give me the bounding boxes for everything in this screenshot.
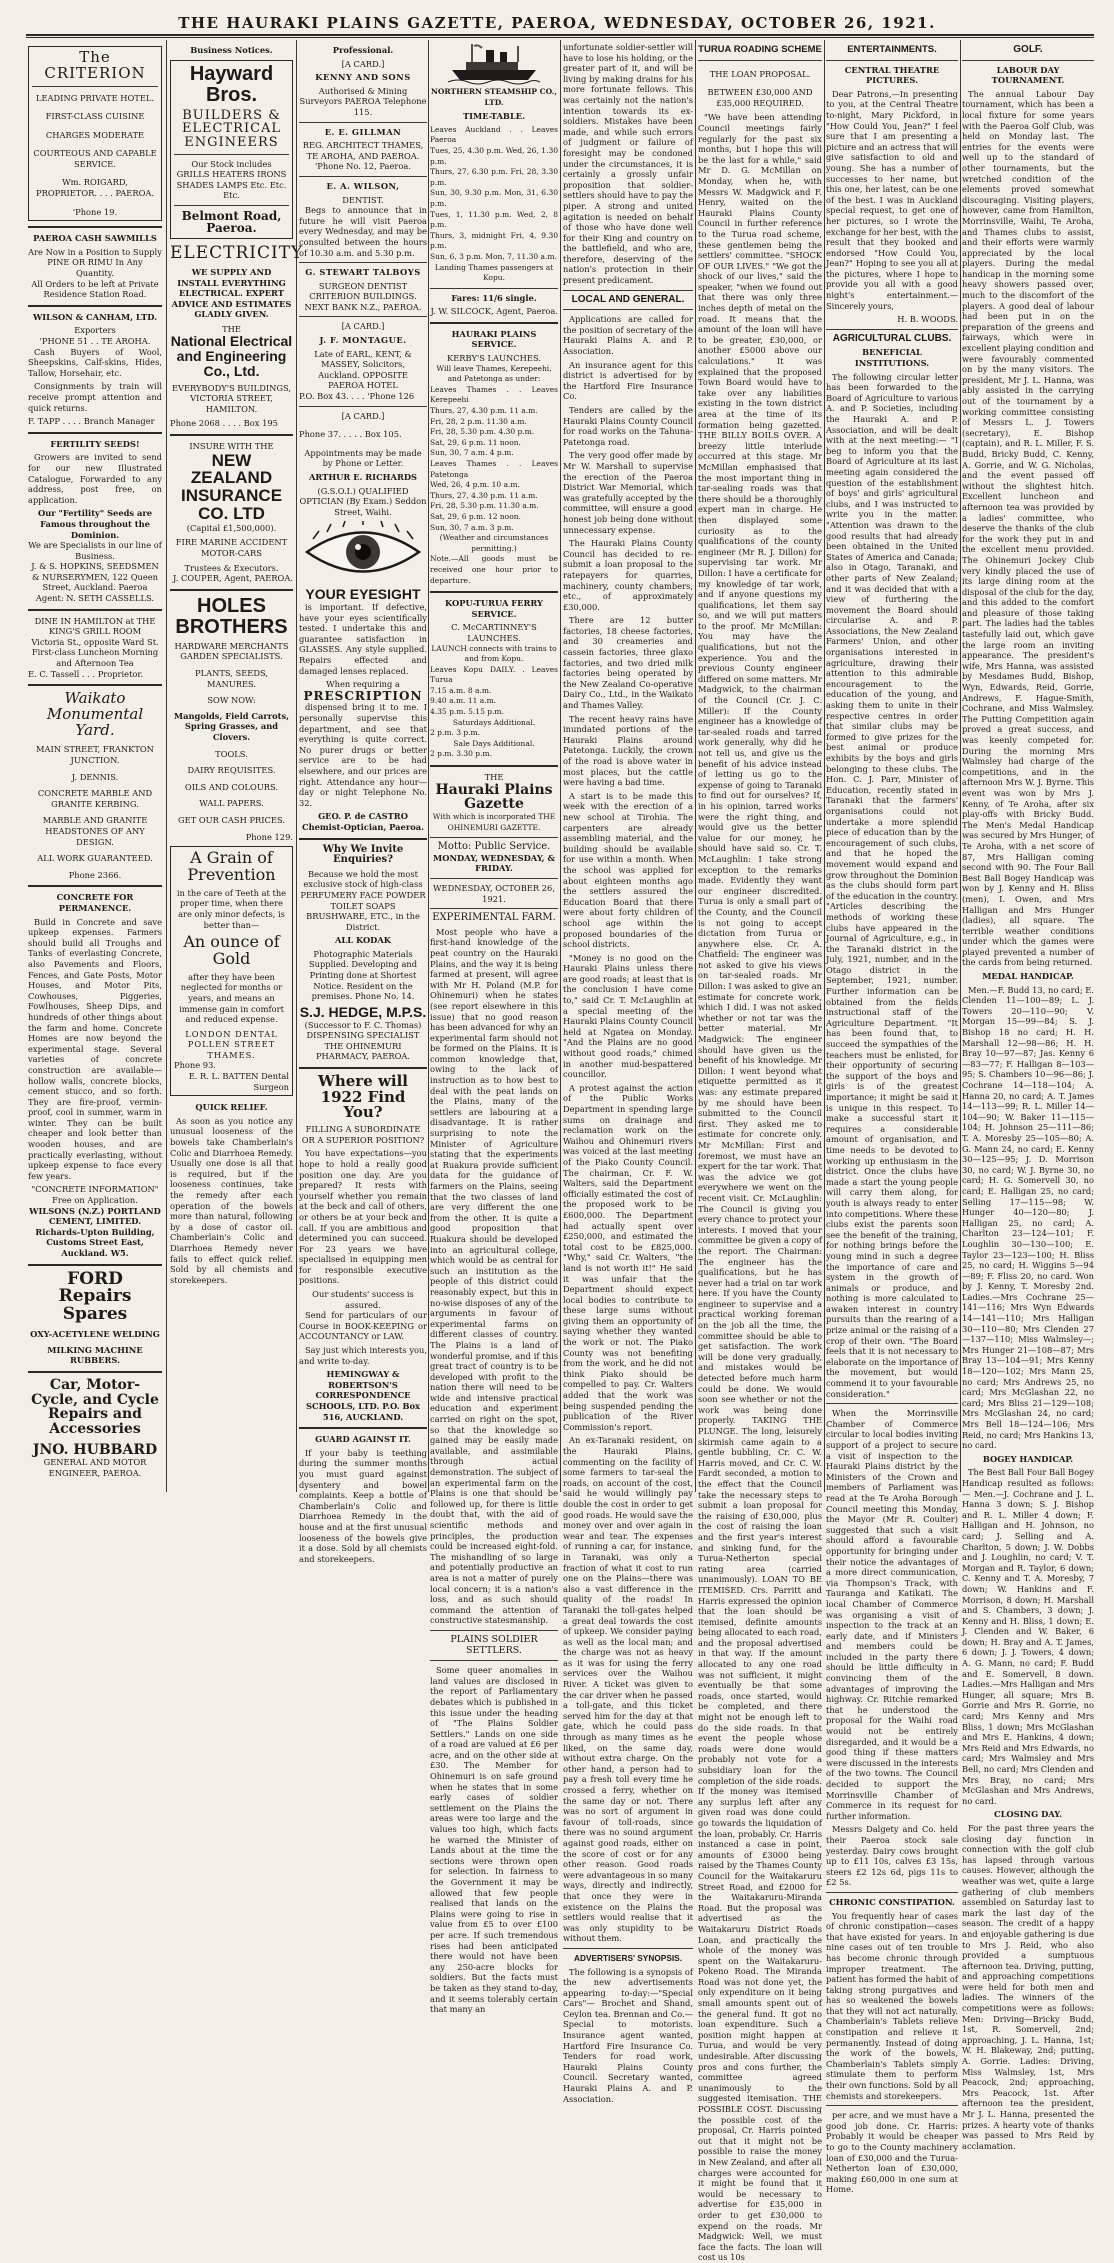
timetable-row: Tues, 25, 4.30 p.m. Wed, 26, 1.30 p.m. xyxy=(430,145,558,166)
prescription-title: PRESCRIPTION xyxy=(303,688,423,703)
wilson-body: Cash Buyers of Wool, Sheepskins, Calf-skins, Hides, Tallow, Horsehair, etc. xyxy=(28,346,162,378)
local-item: "Money is no good on the Hauraki Plains unless there are good roads; at least that is the conclusion I have come to," said Cr. T. McLaughlin at a special meeting of the Hauraki Plains County Council held at Ngatea on Monday. "And the Plains are no good without good roads," chimed in another mud-bespattered councillor. xyxy=(563,952,693,1080)
waikato-name: J. DENNIS. xyxy=(71,771,119,782)
local-item: Applications are called for the position of secretary of the Hauraki Plains A. and P. Association. xyxy=(563,314,693,357)
relief-title: QUICK RELIEF. xyxy=(195,1102,268,1113)
dairy-sale-body: Messrs Dalgety and Co. held their Paeroa stock sale yesterday. Dairy cows brought up to £11 10s, calves £3 15s, steers £2 12s 6d, pigs 11s to £2 5s. xyxy=(826,1824,958,1888)
column-1 xyxy=(28,42,162,1492)
waikato-line: CONCRETE MARBLE AND GRANITE KERBING. xyxy=(37,788,153,809)
ounce-body: after they have been neglected for months or years, and means an immense gain in comfort and reduced expense. xyxy=(179,971,284,1025)
gazette-days: MONDAY, WEDNESDAY, & FRIDAY. xyxy=(433,852,555,874)
hayward-title: Hayward Bros. xyxy=(189,62,274,106)
masthead: THE HAURAKI PLAINS GAZETTE, PAEROA, WEDNESDAY, OCTOBER 26, 1921. xyxy=(178,14,936,32)
nz-agent: J. COUPER, Agent, PAEROA. xyxy=(173,573,293,584)
experimental-farm-title: EXPERIMENTAL FARM. xyxy=(432,912,556,924)
column-7 xyxy=(826,42,959,2195)
sawmills-orders: All Orders to be left at Private Residence Station Road. xyxy=(31,278,159,300)
central-theatre-title: CENTRAL THEATRE PICTURES. xyxy=(844,64,940,86)
concrete-firm: WILSONS (N.Z.) PORTLAND CEMENT, LIMITED. Richards-Upton Building, Customs Street East, Auckland. W5. xyxy=(29,1205,161,1258)
hedge-title: S.J. HEDGE, M.P.S. xyxy=(299,1003,427,1020)
wilson-dentist-title: E. A. WILSON, xyxy=(326,180,400,191)
bogey-handicap-body: The Best Ball Four Ball Bogey Handicap resulted as follows:— Men.—J. Cochrane and J. L. Hanna 3 down; S. J. Bishop and R. L. Miller 4 down; F. Halligan and H. Johnson, no card; J. Selling and A. Charlton, 5 down; J. W. Dobbs and J. Loughlin, no card; V. T. Morgan and R. Taylor, 6 down; C. Kenny and T. A. Moresby, 7 down; W. Hankins and F. Morrison, 8 down; H. Marshall and S. Chambers, 3 down; J. Kenny and H. Bliss, 1 down; E. J. Clenden and W. Baker, 6 down; H. Bray and A. T. James, 6 down; J. J. Towers, 4 down; A. G. Mann, no card; F. Budd and E. Somervell, 8 down. Ladies.—Mrs Halligan and Mrs Hunger, all square; Mrs B. Gorrie and Mrs R. Gorrie, no card; Mrs Kenny and Mrs Bliss, 1 down; Mrs McGlashan and Mrs E. Hankins, 4 down; Mrs Reid and Mrs Edwards, no card; Mrs Walmsley and Mrs Bell, no card; Mrs Clenden and Mrs Bray, no card; Mrs McGlashan and Mrs Andrews, no card. xyxy=(962,1467,1094,1806)
ford-line: MILKING MACHINE RUBBERS. xyxy=(47,1344,143,1366)
turua-between: BETWEEN £30,000 AND £35,000 REQUIRED. xyxy=(707,87,813,108)
kerby-row: Fri, 28, 2 p.m. 11.30 a.m. xyxy=(430,416,527,426)
card-label: [A CARD.] xyxy=(341,58,385,69)
turua-title: TURUA ROADING SCHEME xyxy=(698,44,822,55)
hemingway: HEMINGWAY & ROBERTSON'S CORRESPONDENCE SCHOOLS, LTD. P.O. Box 516, AUCKLAND. xyxy=(306,1369,420,1422)
wilson-sub: Exporters xyxy=(74,325,116,336)
where-send: Send for particulars of our Course in BOOK-KEEPING or ACCOUNTANCY or LAW. xyxy=(299,1310,427,1342)
criterion-line: COURTEOUS AND CAPABLE SERVICE. xyxy=(33,148,157,169)
kenny-body: Authorised & Mining Surveyors PAEROA Telephone 115. xyxy=(299,85,427,117)
timetable-row: Thurs, 27, 6.30 p.m. Fri, 28, 3.30 p.m. xyxy=(430,167,558,187)
holes-line: TOOLS. xyxy=(215,748,248,759)
soldier-settlers-body: Some queer anomalies in land values are disclosed in the report of Parliamentary debates which is published in this issue under the heading of "The Plains Soldier Settlers." Lands on one side of a road are valued at £6 per acre, and on the other side at £30. The Member for Ohinemuri is on safe ground when he states that in some early cases of soldier settlement on the Plains the areas were too large and the values too high, which facts he warned the Minister of Lands about at the time the sections were thrown open for selection. In fairness to the Government it may be allowed that few people realised that lands on the Plains were going to rise in value from £5 to over £100 per acre. If such tremendous rises had been anticipated there would not have been any 250-acre blocks for soldiers. But the facts must be taken as they stand to-day, and it seems tolerably certain that many an xyxy=(430,1665,558,2015)
belmont: Belmont Road, Paeroa. xyxy=(181,208,282,236)
seeds-famous: Our "Fertility" Seeds are Famous throughout the Dominion. xyxy=(37,508,153,540)
silcock: J. W. SILCOCK, Agent, Paeroa. xyxy=(430,306,558,317)
holes-line: WALL PAPERS. xyxy=(199,798,264,809)
london-phone: Phone 93. xyxy=(174,1060,217,1071)
ferry-row: 9.40 a.m. 11 a.m. xyxy=(430,696,497,706)
eye-illustration xyxy=(303,521,423,583)
local-item: An insurance agent for this district is advertised for by the Hartford Fire Insurance Co. xyxy=(563,359,693,402)
local-general-title: LOCAL AND GENERAL. xyxy=(571,293,685,305)
column-4 xyxy=(430,42,558,2015)
column-divider xyxy=(824,40,825,1492)
holes-line: PLANTS, SEEDS, MANURES. xyxy=(194,668,268,689)
gazette-date: WEDNESDAY, OCTOBER 26, 1921. xyxy=(433,882,555,904)
holes-phone: Phone 129. xyxy=(245,831,293,842)
nz-trustees: Trustees & Executors. xyxy=(184,562,279,573)
mccartinney: C. McCARTINNEY'S LAUNCHES. xyxy=(451,622,537,643)
kerby-row: Thurs, 27, 4.30 p.m. 11 a.m. xyxy=(430,406,538,416)
seeds-body: Growers are invited to send for our new Illustrated Catalogue, Forwarded to any address, post free, on application. xyxy=(28,452,162,505)
turua-continued: per acre, and we must have a good job done. Cr. Harris: Probably it would be cheaper to go to the County machinery loan of £30,000 and the Turua-Netherton loan of £30,000, making £60,000 in one sum at Home. xyxy=(826,2110,958,2195)
national-the: THE xyxy=(222,323,241,334)
golf-title: GOLF. xyxy=(1013,44,1043,55)
kerby-row: Fri, 28, 5.30 p.m. 4.30 p.m. xyxy=(430,427,535,437)
eyesight-title: YOUR EYESIGHT xyxy=(305,586,421,603)
card-label: [A CARD.] xyxy=(341,410,385,421)
talboys-body: SURGEON DENTIST CRITERION BUILDINGS. NEXT BANK N.Z., PAEROA. xyxy=(304,280,422,312)
timetable-row: Tues, 1, 11.30 p.m. Wed, 2, 8 p.m. xyxy=(430,209,558,230)
morrinsville-body: When the Morrinsville Chamber of Commerce circular to local bodies inviting support of a project to secure a visit of inspection to the Hauraki Plains district by the Ministers of the Crown and members of Parliament was read at the Te Aroha Borough Council meeting this Monday, the Mayor (Mr R. Coulter) suggested that such a visit should afford a favourable opportunity for bringing under their notice the advantages of a more direct communication, via Thompson's Track, with Tauranga and Katikati. The local Chamber of Commerce was organising a visit of inspection to the track at an early date, and if Ministers and members could be included in the party there should be little difficulty in convincing them of the advantages of improving the highway. Cr. Ritchie remarked that he understood the proposal for the Waihi road would not be entirely disregarded, and it would be a good thing if these matters were discussed in the interests of the two towns. The Council decided to support the Morrinsville Chamber of Commerce in its request for further information. xyxy=(826,1408,958,1821)
business-heading: Business Notices. xyxy=(190,45,273,55)
steamship-company: NORTHERN STEAMSHIP CO., LTD. xyxy=(431,87,557,107)
central-theatre-sign: H. B. WOODS. xyxy=(897,314,958,325)
wilson-consign: Consignments by train will receive prompt attention and quick returns. xyxy=(28,381,162,413)
kodak-title: ALL KODAK xyxy=(334,935,392,946)
timetable-landing: Landing Thames passengers at Kopu. xyxy=(434,262,554,283)
ferry-sat-row: 2 p.m. 3 p.m. xyxy=(430,728,481,738)
kerby-row: Sun, 30, 7 a.m. 4 p.m. xyxy=(430,448,514,458)
medal-handicap-body: Men.—F. Budd 13, no card; E. Clenden 11—100—89; L. J. Towers 20—110—90; V. Morgan 15—99—84; S. J. Bishop 18 no card; H. H. Marshall 12—98—86; H. H. Bray 10—97—87; Jas. Kenny 6—83—77; F. Halligan 8—103—95; S. Chambers 10—96—86; J. Cochrane 14—118—104; A. Hanna 20, no card; A. T. James 14—113—99; R. L. Miller 14—104—90; W. Baker 11—115—104; H. Johnson 25—111—86; T. A. Moresby 25—105—80; A. G. Mann 24, no card; E. Kenny 30—125—95; J. D. Morrison 30, no card; W. J. Byrne 30, no card; H. G. Somervell 30, no card; E. Halligan 25, no card; Selling 17—115—98; W. Hunger 40—120—80; J. Halligan 25, no card; A. Charlton 23—124—101; F. Loughlin 30—130—100; E. Taylor 23—123—100; H. Bliss 25, no card; H. Wiggins 5—94—89; F. Fliss 20, no card. Won by J. Kenny, T. Moresby 2nd. Ladies.—Mrs Cochrane 25—141—116; Mrs Wyn Edwards 14—141—110; Mrs Halligan 30—110—80; Mrs Clenden 27—137—110; Miss Walmsley—; Mrs Hunger 21—108—87; Mrs Bray 13—104—91; Mrs Kenny 18—120—102; Mrs Mann 25, no card; Mrs Andrews 25, no card; Mrs McGlashan 22, no card; Mrs Bliss 21—129—108; Mrs McGlashan 24, no card; Mrs Bell 18—124—106; Mrs Reid, no card; Mrs Hankins 13, no card. xyxy=(962,984,1094,1451)
presc-pre: When requiring a xyxy=(326,679,400,690)
kerby-row: Fri, 28, 5.30 p.m. 11.30 a.m. xyxy=(430,501,539,511)
enquiries-body: Because we hold the most exclusive stock of high-class PERFUMERY FACE POWDER TOILET SOAPS BRUSHWARE, ETC., in the District. xyxy=(300,868,426,932)
kerby-row: Sun, 30, 7 a.m. 3 p.m. xyxy=(430,522,514,532)
london-dental: LONDON DENTAL POLLEN STREET THAMES. xyxy=(185,1028,278,1060)
local-item: The very good offer made by Mr W. Marshall to supervise the erection of the Paeroa District War Memorial, which was gratefully accepted by the committee, will ensure a good honest job being done without unnecessary expense. xyxy=(563,450,693,535)
holes-title: HOLES BROTHERS xyxy=(175,594,288,638)
holes-line: OILS AND COLOURS. xyxy=(184,781,279,792)
where-success: Our students' success is assured. xyxy=(312,1289,414,1310)
holes-line: DAIRY REQUISITES. xyxy=(187,765,276,776)
ferry-sat: Saturdays Additional. xyxy=(452,717,536,727)
kerby-head: Will leave Thames, Kerepeehi, and Patetonga as under: xyxy=(436,363,552,384)
grain-body: in the care of Teeth at the proper time, when there are only minor defects, is better than— xyxy=(176,887,287,930)
soldier-settlers-cont: unfortunate soldier-settler will have to lose his holding, or the greater part of it, and will be living by making drains for his more fortunate fellows. This was certainly not the nation's intention towards its ex-soldiers. Mistakes have been made, and while such errors of judgment or failure of foresight may be condoned under the circumstances, it is certainly a grossly unfair proposition that soldier-settlers should have to pay the piper. A strong and united agitation is needed on behalf of those who have done well for their King and country on the battlefield, and who are, therefore, deserving of the nation's protection in their present predicament. xyxy=(563,42,693,286)
timetable-row: Thurs, 3, midnight Fri, 4, 9.30 p.m. xyxy=(430,230,558,251)
kodak-body: Photographic Materials Supplied. Developing and Printing done at Shortest Notice. Resident on the premises. Phone No. 14. xyxy=(308,948,418,1002)
gazette-motto: Motto: Public Service. xyxy=(437,841,551,853)
criterion-title: The CRITERION xyxy=(44,48,146,82)
holes-line: GET OUR CASH PRICES. xyxy=(178,814,285,825)
waikato-phone: Phone 2366. xyxy=(68,869,122,880)
montague-box: P.O. Box 43. . . . 'Phone 126 xyxy=(299,391,415,402)
entertainments-title: ENTERTAINMENTS. xyxy=(847,44,937,55)
labour-day-title: LABOUR DAY TOURNAMENT. xyxy=(991,64,1065,86)
closing-day-body: For the past three years the closing day function in connection with the golf club has lapsed through various causes. However, although the weather was wet, quite a large gathering of club members assembled on Saturday last to mark the last day of the season. The credit of a happy and enjoyable gathering is due to Mrs J. Reid, who also provided a sumptuous afternoon tea. Driving, putting, and approaching competitions were held for both men and ladies. The winners of the competitions were as follows: Men: Driving—Bricky Budd, 1st, R. Somervell, 2nd; approaching, J. L. Hanna, 1st; W. H. Blakeway, 2nd; putting, A. Gorrie. Ladies: Driving, Miss Walmsley, 1st, Mrs Peacock, 2nd; approaching, Mrs Peacock, 1st. After afternoon tea the president, Mr J. L. Hanna, presented the prizes. A hearty vote of thanks was passed to Mrs Reid by acclamation. xyxy=(962,1822,1094,2151)
local-item: A protest against the action of the Public Works Department in spending large sums on drainage and reclamation work on the Waihou and Ohinemuri rivers was voiced at the last meeting of the Piako County Council. The chairman, Cr. F. W. Walters, said the Department officially estimated the cost of the proposed work to be £600,000. The Department had actually spent over £250,000, and estimated the total cost to be £825,000. "Why," said Cr. Walters, "the land is not worth it!" He said it was unfair that the Department should expect local bodies to contribute to these large sums without giving them an opportunity of saying whether they wanted the work or not. The Piako County was not benefiting from the work, and he did not think Piako should be compelled to pay. Cr. Walters added that the work was being suspended pending the publication of the River Commission's report. xyxy=(563,1082,693,1432)
guard-title: GUARD AGAINST IT. xyxy=(315,1434,411,1445)
medal-handicap-title: MEDAL HANDICAP. xyxy=(982,971,1074,982)
experimental-farm-body: Most people who have a first-hand knowledge of the peat country on the Hauraki Plains, and the way it is being farmed at present, will agree with Mr H. Poland (M.P. for Ohinemuri) when he states (see report elsewhere in this issue) that no good reason has been advanced for why an experimental farm should not be formed on the Plains. It is common knowledge that, owing to the lack of instruction as to how best to deal with the peat lands on the Plains, many of the settlers are labouring at a disadvantage. It is rather surprising to note the Minister of Agriculture stating that the experiments at Ruakura provide sufficient data for the guidance of farmers on the Plains, seeing that the two classes of land are very different the one from the other. It is quite a good proposition that Ruakura should be developed into an agricultural college, which would be as central for such an institution as the people of this district could reasonably expect, but this in no-wise disposes of any of the arguments in favour of experimental farms on different classes of country. The Plains is a land of wonderful promise, and if this great tract of country is to be developed with profit to the nation there will need to be wide and intensive practical education and experiment carried on right on the spot, so that the knowledge so gained may be easily made available, and assimilable through actual demonstration. The subject of an experimental farm on the Plains is one that should be followed up, for there is little doubt that, with the aid of scientific methods and principles, the production could be increased eight-fold. The mishandling of so large and potentially productive an area is not a matter of purely local concern; it is a nation's loss, and as such should command the attention of constructive statesmanship. xyxy=(430,926,558,1626)
holes-line: SOW NOW: xyxy=(207,695,256,706)
column-divider xyxy=(428,40,429,1492)
fares: Fares: 11/6 single. xyxy=(451,292,537,303)
sawmills-title: PAEROA CASH SAWMILLS xyxy=(33,233,157,244)
gazette-the: THE xyxy=(484,772,504,783)
criterion-line: CHARGES MODERATE xyxy=(45,129,145,140)
hps-title: HAURAKI PLAINS SERVICE. xyxy=(451,328,537,350)
agricultural-clubs-title: AGRICULTURAL CLUBS. xyxy=(832,332,952,344)
ferry-sale-row: 2 p.m. 3.30 p.m. xyxy=(430,749,492,759)
holes-line: Mangolds, Field Carrots, Spring Grasses, and Clovers. xyxy=(173,710,290,743)
soldier-settlers-title: PLAINS SOLDIER SETTLERS. xyxy=(450,1633,538,1656)
ferry-row: 7.15 a.m. 8 a.m. xyxy=(430,685,492,695)
waikato-title: Waikato Monumental Yard. xyxy=(46,689,144,739)
column-divider xyxy=(960,40,961,1492)
montague-body: Late of EARL, KENT, & MASSEY, Solicitors, Auckland. OPPOSITE PAEROA HOTEL xyxy=(314,348,412,391)
column-8 xyxy=(962,42,1094,2151)
timetable-title: TIME-TABLE. xyxy=(462,111,525,122)
criterion-line: FIRST-CLASS CUISINE xyxy=(45,111,145,122)
synopsis-body: The following is a synopsis of the new advertisements appearing to-day:—"Special Cars"— Brochet and Shand, Ceylon tea. Brennan and Co.—Special to motorists. Insurance agent wanted, Hartford Fire Insurance Co. Tenders for road work, Hauraki Plains County Council. Secretary wanted, Hauraki Plains A. and P. Association. xyxy=(563,1966,693,2104)
hayward-stock: Our Stock includes GRILLS HEATERS IRONS SHADES LAMPS Etc. Etc. Etc. xyxy=(176,158,287,201)
kenny-title: KENNY AND SONS xyxy=(315,72,411,83)
waikato-addr: MAIN STREET, FRANKTON JUNCTION. xyxy=(36,744,154,766)
central-theatre-body: Dear Patrons,—In presenting to you, at the Central Theatre to-night, Mary Pickford, in "How Could You, Jean?" I feel sure that I am presenting a picture and an actress that will give satisfaction to old and young. She has a number of successes to her name, but this one, her latest, can be one of the best. I was in Auckland special request, to get one of her pictures, so I wrote the exchange for her best, with the result that they booked and endorsed "How Could You, Jean?" Hoping to see you all at the pictures, where I hope to provide you all with a good night's entertainment.—Sincerely yours, xyxy=(826,88,959,311)
kerby-note2: Note.—All goods must be received one hour prior to departure. xyxy=(430,554,558,585)
local-item: The Hauraki Plains County Council has decided to re-submit a loan proposal to the ratepayers for quarries, machinery, county chambers, etc., of approximately £30,000. xyxy=(563,538,693,612)
national-title: National Electrical and Engineering Co., Ltd. xyxy=(170,333,293,379)
concrete-title: CONCRETE FOR PERMANENCE. xyxy=(56,892,134,913)
london-name: E. R. L. BATTEN Dental Surgeon xyxy=(188,1071,289,1092)
kerby-row: Sat, 29, 6 p.m. 12 noon. xyxy=(430,511,521,521)
masthead-rule xyxy=(26,34,1094,36)
seeds-title: FERTILITY SEEDS! xyxy=(50,438,140,449)
where-title: Where will 1922 Find You? xyxy=(318,1071,408,1122)
synopsis-title: ADVERTISERS' SYNOPSIS. xyxy=(573,1952,682,1963)
sawmills-body: Are Now in a Position to Supply PINE OR RIMU In Any Quantity. xyxy=(28,246,162,279)
dine-body: Victoria St., opposite Ward St. First-class Luncheon Morning and Afternoon Tea xyxy=(31,636,159,669)
kerby-row: Thurs, 27, 4.30 p.m. 11 a.m. xyxy=(430,490,538,500)
insure-head: INSURE WITH THE xyxy=(189,440,274,451)
national-phone: Phone 2068 . . . . Box 195 xyxy=(170,418,278,429)
criterion-phone: 'Phone 19. xyxy=(72,206,118,217)
steamship-icon xyxy=(448,42,540,84)
kerby-note: (Weather and circumstances permitting.) xyxy=(439,533,549,553)
talboys-title: G. STEWART TALBOYS xyxy=(305,267,421,278)
car-title: Car, Motor-Cycle, and Cycle Repairs and Accessories xyxy=(31,1376,159,1437)
column-divider xyxy=(560,40,561,1492)
holes-sub: HARDWARE MERCHANTS GARDEN SPECIALISTS. xyxy=(174,640,289,662)
dine-title: DINE IN HAMILTON at THE KING'S GRILL ROOM xyxy=(34,615,156,637)
column-divider xyxy=(695,40,696,1492)
card-label: [A CARD.] xyxy=(341,321,385,332)
seeds-firm: J. & S. HOPKINS, SEEDSMEN & NURSERYMEN, 122 Queen Street, Auckland. Paeroa Agent: N. SETH CASSELLS. xyxy=(31,561,159,604)
hubbard-sub: GENERAL AND MOTOR ENGINEER, PAEROA. xyxy=(43,1457,147,1478)
waikato-line: MARBLE AND GRANITE HEADSTONES OF ANY DESIGN. xyxy=(42,815,148,847)
labour-day-body: The annual Labour Day tournament, which has been a local fixture for some years with the Paeroa Golf Club, was held on Monday last. The entries for the events were well up to the standard of other tournaments, but the wretched condition of the elements proved somewhat discouraging. Visiting players, however, came from Hamilton, Morrinsville, Waihi, Te Aroha, and Thames clubs to assist, and their efforts were warmly appreciated by the local players. During the medal handicap in the morning some heavy showers passed over, much to the discomfort of the players. A good deal of labour had been put in on the preparation of the greens and fairways, which were in excellent playing condition and were favourably commented on by the many visitors. The president, Mr J. L. Hanna, was ably assisted in the carrying out of the tournament by a working committee consisting of Messrs L. J. Towers (secretary), E. Bishop (captain), and R. L. Miller, F. S. Budd, Bricky Budd, C. Kenny, A. Gorrie, and W. G. Nicholas, and the event passed off without the slightest hitch. Excellent luncheon and afternoon tea was provided by a ladies' committee, who deserve the thanks of the club for the work they put in and the excellent menu provided. The Ohinemuri Jockey Club very kindly placed the use of its large dining room at the disposal of the club for the day, and this added to the comfort and pleasure of those taking part. The ladies had the tables tastefully laid out, which gave the large room an inviting appearance. The president's wife, Mrs Hanna, was assisted by Mesdames Budd, Bishop, Wyn, Edwards, Reid, Gorrie, Andrews, F. Hague-Smith, Cochrane, and Miss Walmsley. The Putting Competition again proved a great success, and was keenly competed for. During the morning Mrs Walmsley had charge of the competitions, and in the afternoon Mrs W. J. Byrne. This event was won by Mrs J. Kenny, of Te Aroha, after six play-offs with Bricky Budd. The Men's Medal Handicap was secured by Mrs Hunger, of Te Aroha, with a net score of 87, Mrs Halligan coming second with 90. The Four Ball Best Ball Bogey Handicap was won by J. Kenny and H. Bliss (men), I. Owen, and Mrs Halligan and Mrs Hunger (ladies), all square. The terrible weather conditions under which the games were played prevented a number of the cards from being returned. xyxy=(962,88,1094,968)
local-item: There are 12 butter factories, 18 cheese factories, and 30 creameries and cassein factories, three glaxo factories, and two dried milk factories being operated by the New Zealand Co-operative Dairy Co., Ltd., in the Waikato and Thames Valley. xyxy=(563,615,693,711)
gazette-title: Hauraki Plains Gazette xyxy=(435,781,553,813)
ferry-sale: Sale Days Additional. xyxy=(453,738,535,748)
dental-ad xyxy=(170,846,293,1096)
nz-lines: FIRE MARINE ACCIDENT MOTOR-CARS xyxy=(175,537,288,559)
column-5 xyxy=(563,42,693,2104)
hayward-sub: BUILDERS & ELECTRICAL ENGINEERS xyxy=(181,107,282,150)
turua-body: "We have been attending Council meetings fairly regularly for the past six months, but I hope this will be the last for a while," said Mr D. G. McMillan on Monday, when he, with Messrs W. Madgwick and F. Henry, waited on the Hauraki Plains County Council in further reference to the Turua road scheme, these gentlemen being the settlers' committee. "SHOCK OF OUR LIVES." "We got the shock of our lives," said the speaker, "when we found out that there was only three inches depth of metal on the road. It means that the amount of the loan will have to be greater, £30,000, or another £5000 above our calculations." It was explained that the proposed Town Board would have to take over any liabilities existing in the town district area at the time of its formation being gazetted. THE BILLY BOILS OVER. A breezy little interlude occurred at this stage. Mr McMillan emphasised that the most important thing in tar-sealing roads was that there should be a thoroughly expert man in charge. He then displayed some curiosity as to the qualifications of the county engineer (Mr R. J. Dillon) for supervising tar work. Mr Dillon: I have a certificate for my knowledge of tar work, and if anyone questions my qualifications, let them say so, and we will put matters to the proof. Mr McMillan: You may have the qualifications, but not the experience. You and the previous County engineer differed on some matters. Mr Madgwick, to the chairman of the Council (Cr. J. C. Miller): If the County engineer has a knowledge of tar-sealed roads and tarred work generally, why did he not tell us, and give us the benefit of his advice instead of letting us go to the expense of going to Taranaki to find out for ourselves? If, in his opinion, tarred works were the right thing, and would give us the better value for our money, he should have said so. Cr. T. McLaughlin: I take strong exception to the remarks made. Evidently they want our engineer discredited. Turua is only a small part of the County, and the Council is not going to accept dictation from Turua or anywhere else. Cr. A. Chatfield: The engineer was not asked to give his views on tar-sealed roads. Mr Dillon: I was asked to give an estimate for concrete work, which I did. I was not asked whether or not tar was the better material. Mr Madgwick: The engineer should have given us the benefit of his knowledge. Mr Dillon: I went beyond what etiquette permitted as it was: any estimate prepared by me should have been submitted to the Council first. They asked me to estimate for concrete only. Mr McMillan: First and foremost, we must have an expert for the tar work. That was the advice we got everywhere we went on the recent visit. Cr. McLaughlin: The Council is giving you every chance to protect your interests. I moved that your committee be given a copy of the report. The Chairman: The engineer has the qualifications, but he has never had a trial on tar work here. If you have the County engineer to supervise and a practical working foreman on the job all the time, the committee should be able to get satisfaction. The work will be done very gradually, and mistakes would be detected before much harm could be done. We would soon see whether or not the work was being done properly. TAKING THE PLUNGE. The long, leisurely skirmish came again to a gentle bubbling, Cr. C. W. Harris moved, and Cr. C. W. Fardt seconded, a motion to the effect that the Council take the necessary steps to submit a loan proposal for the raising of £30,000, plus the cost of raising the loan and the first year's interest and sinking fund, for the Turua-Netherton special rating area (carried unanimously). LOAN TO BE ITEMISED. Crs. Parritt and Harris expressed the opinion that the loan should be itemised, definite amounts being allocated to each road, and the proposal advertised in that way. If the amount allocated to any one road was not sufficient, it might eventually be that some roads, once started, would be completed, and there might not be enough left to do the side roads. In that event the people whose roads were done would probably not vote for a subsidiary loan for the completion of the side roads. If the money was itemised any surplus left after any given road was done could go towards the liquidation of the loan, probably. Cr. Harris instanced a case in point, amounts of £3000 being raised by the Thames County Council for the Waitakaruru Street Road, and £2000 for the Waitakaruru-Miranda Road. But the proposal was advertised as the Waitakaruru District Roads Loan, and practically the whole of the money was spent on the Waitakaruru-Pokeno Road. The Miranda Road was not done yet, the only expenditure on it being small amounts spent out of the general fund. It got no loan expenditure. Such a position might happen at Turua, and would be very undesirable. After discussing pros and cons further, the committee agreed unanimously to the suggested itemisation. THE POSSIBLE COST. Discussing the possible cost of the proposal, Cr. Harris pointed out that it might not be possible to raise the money in New Zealand, and after all charges were accounted for it might be found that it would be necessary to advertise for £35,000 in order to get £30,000 to expend on the roads. Mr Madgwick: Well, we must face the facts. The loan will cost us 10s xyxy=(698,112,822,2263)
timetable-row: Sun, 30, 9.30 p.m. Mon, 31, 6.30 p.m. xyxy=(430,188,558,208)
concrete-body: Build in Concrete and save upkeep expenses. Farmers should build all Troughs and Tanks of everlasting Concrete, also Pavements and Floors, Fences, and Gate Posts, Motor Houses, and Motor Pits, Cowhouses, Piggeries, Fowlhouses, Sheep Dips, and hundreds of other things about the farm and home. Concrete Homes are now beyond the experimental stage. Several varieties of concrete construction are available—hollow walls, concrete blocks, cement stucco, and so forth. They are fire-proof, vermin-proof, cool in summer, warm in winter. They can be built cheaper and look better than wooden houses, and are practically everlasting, without upkeep expense to face every few years. xyxy=(28,916,162,1181)
phone-37: Phone 37. . . . . Box 105. xyxy=(299,429,402,440)
montague-title: J. F. MONTAGUE. xyxy=(319,335,407,346)
kerby-row: Leaves Thames . . Leaves Patetonga xyxy=(430,459,558,479)
kerby-row: Wed, 26, 4 p.m. 10 a.m. xyxy=(430,480,520,490)
gillman-title: E. E. GILLMAN xyxy=(324,126,402,137)
ferry-cols: Leaves Kopu DAILY. . Leaves Turua xyxy=(430,664,558,685)
decastro: GEO. P. de CASTRO Chemist-Optician, Paeroa. xyxy=(301,811,425,832)
criterion-proprietor: Wm. ROIGARD, PROPRIETOR. . . . PAEROA. xyxy=(35,177,155,199)
kopu-title: KOPU-TURUA FERRY SERVICE. xyxy=(445,598,543,619)
ford-title: FORD Repairs Spares xyxy=(58,1268,132,1325)
masthead-rule-thin xyxy=(26,37,1094,38)
guard-body: If your baby is teething during the summer months you must guard against dysentery and bowel complaints. Keep a bottle of Chamberlain's Colic and Diarrhoea Remedy in the house and at the first unusual looseness of the bowels give it a dose. Sold by all chemists and storekeepers. xyxy=(299,1447,427,1564)
criterion-ad xyxy=(28,46,162,221)
where-body: You have expectations—you hope to hold a really good position one day. Are you prepared? It rests with yourself whether you remain at the beck and call of others, or others be at your beck and call. If you are ambitious and determined you can succeed. For 23 years we have specialised in equipping men for responsible executive positions. xyxy=(299,1148,427,1286)
electricity-body: WE SUPPLY AND INSTALL EVERYTHING ELECTRICAL. EXPERT ADVICE AND ESTIMATES GLADLY GIVEN. xyxy=(171,266,292,320)
agricultural-clubs-body: The following circular letter has been forwarded to the Board of Agriculture to various A. and P. Societies, including the Hauraki A. and P. Association, and will be dealt with at the next meeting:— "I beg to inform you that the Board of Agriculture at its last meeting again considered the question of the establishment of boys' and girls' agricultural clubs, and I was instructed to write you in the matter. "Attention was drawn to the good results that had already been obtained in the United States of America and Canada; also in Otago, Taranaki, and other parts of New Zealand; and it was decided that with a view of furthering the movement the Board should circularise A. and P. Associations, the New Zealand Farmers' Union, and other organisations interested in agriculture, drawing their attention to this admirable encouragement to the education of the young, and asking them to unite in their respective centres in order that similar clubs may be formed to give prizes for the best animal or produce exhibits by the boys and girls belonging to these clubs. The Hon. C. J. Parr, Minister of Education, recently stated in Taranaki that the farmers' organisations could not undertake a more splendid piece of education than by the encouragement of such clubs, and that he hoped the movement would expand and grow throughout the Dominion as the clubs should form part of the education in the country. "Articles describing the methods of working these clubs have appeared in the Journal of Agriculture, e.g., in the Taranaki district in the July, 1921, number, and in the Otago district in the September, 1921, number. Further information can be obtained from the fields instructional staff of the Agriculture Department. "It has been found that, to succeed the sympathies of the teachers must be enlisted, for their opportunity of securing the support of the boys and girls is of the greatest importance; it might be said it is unique in this respect. To make a successful start it requires a considerable amount of organisation, and time needs to be devoted to working up enthusiasm in the district. Once the clubs have made a start the young people will carry them along, for youth is always ready to enter into competitions. Where these clubs exist the parents soon see the benefit of the training, for nothing brings before the young mind in such a degree the importance of care and system in the growth of animals or produce, and nothing is more calculated to awaken interest in country pursuits than the rearing of a prize animal or the raising of a crop of their own. "The Board feels that it is not necessary to elaborate on the importance of the movement, but would commend it to your favourable consideration." xyxy=(826,371,958,1399)
hayward-ad xyxy=(170,60,293,239)
wilson-manager: F. TAPP . . . . Branch Manager xyxy=(28,416,155,427)
waikato-line: ALL WORK GUARANTEED. xyxy=(37,853,153,864)
gazette-sub: With which is incorporated THE OHINEMURI GAZETTE. xyxy=(432,812,556,832)
column-2 xyxy=(170,42,304,1492)
hubbard-title: JNO. HUBBARD xyxy=(32,1441,158,1458)
wilson-dentist-sub: DENTIST. xyxy=(342,194,384,205)
wilson-phone: 'PHONE 51 . . TE AROHA. xyxy=(39,336,151,346)
national-addr: EVERYBODY'S BUILDINGS, VICTORIA STREET, HAMILTON. xyxy=(171,382,292,414)
bogey-handicap-title: BOGEY HANDICAP. xyxy=(982,1453,1074,1464)
grain-title: A Grain of Prevention xyxy=(187,848,276,884)
timetable-row: Sun, 6, 3 p.m. Mon, 7, 11.30 a.m. xyxy=(430,251,557,261)
kerby-row: Sat, 29, 6 p.m. 11 noon. xyxy=(430,437,521,447)
turua-sub: THE LOAN PROPOSAL. xyxy=(709,68,811,79)
chronic-title: CHRONIC CONSTIPATION. xyxy=(829,1896,955,1907)
ford-line: OXY-ACETYLENE WELDING xyxy=(30,1329,160,1340)
wilson-title: WILSON & CANHAM, LTD. xyxy=(32,311,158,322)
criterion-line: LEADING PRIVATE HOTEL. xyxy=(35,92,155,103)
kerby-cols: Leaves Thames . . Leaves Kerepeehi xyxy=(430,384,558,405)
professional-heading: Professional. xyxy=(332,45,394,55)
hedge-body: (Successor to F. C. Thomas) DISPENSING SPECIALIST THE OHINEMURI PHARMACY, PAEROA. xyxy=(304,1019,422,1062)
dine-prop: E. C. Tassell . . . Proprietor. xyxy=(28,668,144,679)
local-item: A start is to be made this week with the erection of a new school at Tirohia. The carpenters are already assembling material, and the building should be available for use within a month. When the school was applied for about eighteen months ago the settlers assured the Education Board that there were about forty children of school age within the proposed boundaries of the school districts. xyxy=(563,790,693,950)
local-item: An ex-Taranaki resident, on the Hauraki Plains, commenting on the facility of some farmers to tar-seal the roads, on account of the cost, said he would willingly pay double the cost in order to get good roads. He would save the money over and over again in wear and tear. The expenses of running a car, for instance, in Taranaki, was only a fraction of what it cost to run one on the Plains—there was also a vast difference in the quality of the roads! In Taranaki the toll-gates helped a great deal towards the cost of upkeep. We consider paying as well as the local man; and the charge was not as heavy as it was for using the ferry services over the Waihou River. A ticket was given to the car driver when he passed a toll-gate, and this ticket served him for the day at that gate, which he could pass through as many times as he liked, on the same day, without extra charge. On the other hand, a person had to pay a fresh toll every time he crossed a ferry, whether on the same day or not. There was no sort of argument in favour of toll-roads, since there was no sound argument against good roads, either on the score of cost or for any other reason. Good roads were advantageous in so many ways, directly and indirectly, that once they were in existence on the Plains the settlers would realise that it was only stupidity to be without them. xyxy=(563,1435,693,1944)
column-divider xyxy=(166,40,167,1492)
column-3 xyxy=(299,42,427,1564)
relief-body: As soon as you notice any unusual looseness of the bowels take Chamberlain's Colic and Diarrhoea Remedy. Usually one dose is all that is required, but if the looseness continues, take the remedy after each operation of the bowels more than natural, following by a dose of castor oil. Chamberlain's Colic and Diarrhoea Remedy never fails to effect quick relief. Sold by all chemists and storekeepers. xyxy=(170,1115,293,1285)
chronic-body: You frequently hear of cases of chronic constipation—cases that have existed for years. In nine cases out of ten trouble has become chronic through improper treatment. The patient has formed the habit of taking strong purgatives and has so weakened the bowels that they will not act naturally. Chamberlain's Tablets relieve constipation and relieve it permanently. Instead of doing the work of the bowels, Chamberlain's Tablets simply stimulate them to perform their own functions. Sold by all chemists and storekeepers. xyxy=(826,1910,958,2101)
seeds-spec: We are Specialists in our line of Business. xyxy=(28,540,162,561)
richards-pre: Appointments may be made by Phone or Letter. xyxy=(304,447,422,469)
enquiries-title: Why We Invite Enquiries? xyxy=(322,843,404,866)
prescription-body: dispensed bring it to me. I personally supervise this department, and see that everything is quite correct. No purer drugs or better service are to be had elsewhere, and our prices are right. Attendance any hour—day or night Telephone No. 32. xyxy=(299,702,427,808)
eyesight-body: is important. If defective, have your eyes scientifically tested. I undertake this and guarantee satisfaction in GLASSES. Any style supplied. Repairs effected and damaged lenses replaced. xyxy=(299,602,427,676)
richards-body: (G.S.O.I.) QUALIFIED OPTICIAN (By Exam.) Seddon Street, Waihi. xyxy=(299,485,427,517)
richards-title: ARTHUR E. RICHARDS xyxy=(308,472,418,482)
local-item: Tenders are called by the Hauraki Plains County Council for road works on the Tahuna-Patetonga road. xyxy=(563,405,693,447)
nz-capital: (Capital £1,500,000). xyxy=(186,522,277,533)
wilson-dentist-body: Begs to announce that in future he will visit Paeroa every Wednesday, and may be consulted between the hours of 10.30 a.m. and 5.30 p.m. xyxy=(299,205,427,258)
where-sub: FILLING A SUBORDINATE OR A SUPERIOR POSITION? xyxy=(301,1124,425,1145)
kerby-title: KERBY'S LAUNCHES. xyxy=(447,353,541,364)
ferry-row: 4.35 p.m. 5.15 p.m. xyxy=(430,707,504,717)
timetable-head: Leaves Auckland . . Leaves Paeroa xyxy=(430,124,558,145)
ounce-title: An ounce of Gold xyxy=(183,932,280,968)
launch-connects: LAUNCH connects with trains to and from Kopu. xyxy=(431,643,557,664)
beneficial-title: BENEFICIAL INSTITUTIONS. xyxy=(854,347,930,369)
concrete-info: "CONCRETE INFORMATION" Free on Application. xyxy=(31,1184,159,1206)
column-6 xyxy=(698,42,822,2263)
where-say: Say just which interests you, and write to-day. xyxy=(299,1345,427,1366)
local-item: The recent heavy rains have inundated portions of the Hauraki Plains around Patetonga. Luckily, the crown of the road is above water in most places, but the cattle were having a bad time. xyxy=(563,713,693,788)
electricity-title: ELECTRICITY xyxy=(170,243,304,264)
nz-insurance-title: NEW ZEALAND INSURANCE CO. LTD xyxy=(180,450,283,524)
closing-day-title: CLOSING DAY. xyxy=(993,1809,1063,1820)
gillman-body: REG. ARCHITECT THAMES, TE AROHA, AND PAEROA. 'Phone No. 12, Paeroa. xyxy=(302,140,424,172)
